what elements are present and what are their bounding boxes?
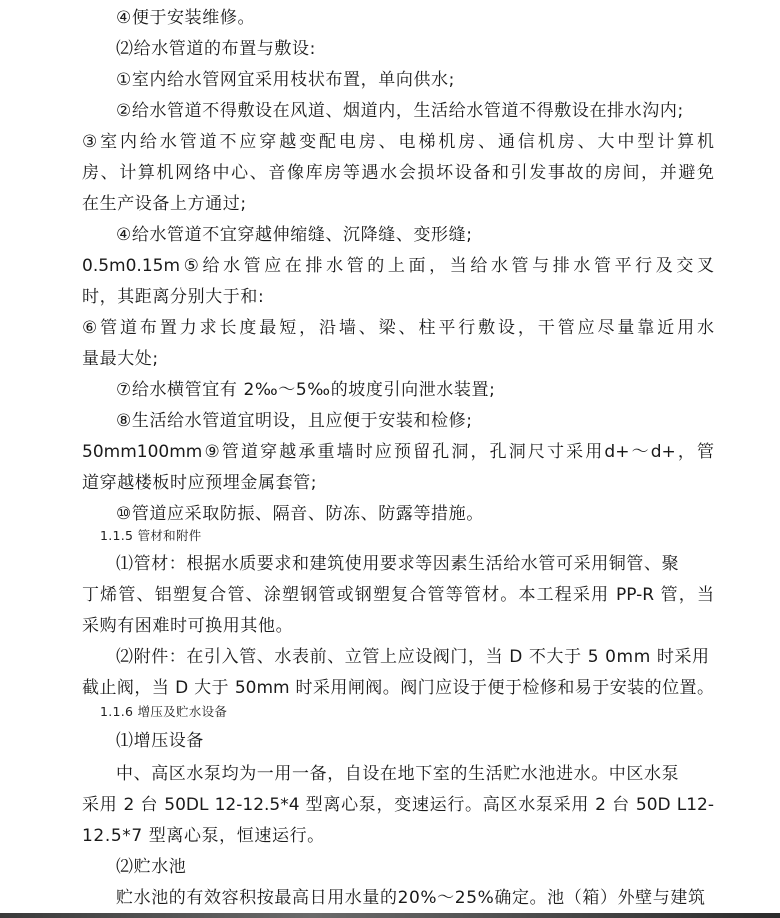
section-heading: 1.1.6 增压及贮水设备 bbox=[100, 704, 228, 719]
text-line: 丁烯管、铝塑复合管、涂塑钢管或钢塑复合管等管材。本工程采用 PP-R 管，当 bbox=[82, 585, 714, 605]
text-line: ⑵附件：在引入管、水表前、立管上应设阀门，当 D 不大于 5 0mm 时采用 bbox=[116, 647, 710, 667]
section-heading: 1.1.5 管材和附件 bbox=[100, 528, 202, 543]
text-line: ③室内给水管道不应穿越变配电房、电梯机房、通信机房、大中型计算机 bbox=[82, 132, 714, 152]
text-line: ⑵贮水池 bbox=[116, 857, 187, 877]
text-line: ④便于安装维修。 bbox=[116, 8, 256, 28]
text-line: 道穿越楼板时应预埋金属套管; bbox=[82, 473, 318, 493]
text-line: ⑥管道布置力求长度最短，沿墙、梁、柱平行敷设，干管应尽量靠近用水 bbox=[82, 318, 714, 338]
text-line: ④给水管道不宜穿越伸缩缝、沉降缝、变形缝; bbox=[116, 225, 473, 245]
text-line: 采购有困难时可换用其他。 bbox=[82, 616, 294, 636]
text-line: ①室内给水管网宜采用枝状布置，单向供水; bbox=[116, 70, 455, 90]
text-line: 在生产设备上方通过; bbox=[82, 194, 247, 214]
text-line: ⑦给水横管宜有 2‰～5‰的坡度引向泄水装置; bbox=[116, 380, 496, 400]
text-line: ⑧生活给水管道宜明设，且应便于安装和检修; bbox=[116, 411, 473, 431]
text-line: 50mm100mm⑨管道穿越承重墙时应预留孔洞，孔洞尺寸采用d+～d+，管 bbox=[82, 442, 714, 462]
text-line: 0.5m0.15m⑤给水管应在排水管的上面，当给水管与排水管平行及交叉 bbox=[82, 256, 714, 276]
text-line: 采用 2 台 50DL 12-12.5*4 型离心泵，变速运行。高区水泵采用 2 台 50D L12- bbox=[82, 795, 714, 815]
text-line: ⑴管材：根据水质要求和建筑使用要求等因素生活给水管可采用铜管、聚 bbox=[116, 554, 680, 574]
text-line: ⑵给水管道的布置与敷设: bbox=[116, 39, 316, 59]
text-line: 量最大处; bbox=[82, 349, 159, 369]
text-line: 截止阀，当 D 大于 50mm 时采用闸阀。阀门应设于便于检修和易于安装的位置。 bbox=[82, 678, 714, 698]
text-line: 房、计算机网络中心、音像库房等遇水会损坏设备和引发事故的房间，并避免 bbox=[82, 163, 714, 183]
text-line: ⑴增压设备 bbox=[116, 731, 204, 751]
text-line: 贮水池的有效容积按最高日用水量的20%～25%确定。池（箱）外壁与建筑 bbox=[116, 888, 706, 908]
text-line: ②给水管道不得敷设在风道、烟道内，生活给水管道不得敷设在排水沟内; bbox=[116, 101, 684, 121]
text-line: 12.5*7 型离心泵，恒速运行。 bbox=[82, 826, 325, 846]
text-line: 时，其距离分别大于和: bbox=[82, 287, 265, 307]
page-bottom-edge bbox=[0, 913, 780, 918]
text-line: ⑩管道应采取防振、隔音、防冻、防露等措施。 bbox=[116, 504, 484, 524]
text-line: 中、高区水泵均为一用一备，自设在地下室的生活贮水池进水。中区水泵 bbox=[116, 764, 680, 784]
